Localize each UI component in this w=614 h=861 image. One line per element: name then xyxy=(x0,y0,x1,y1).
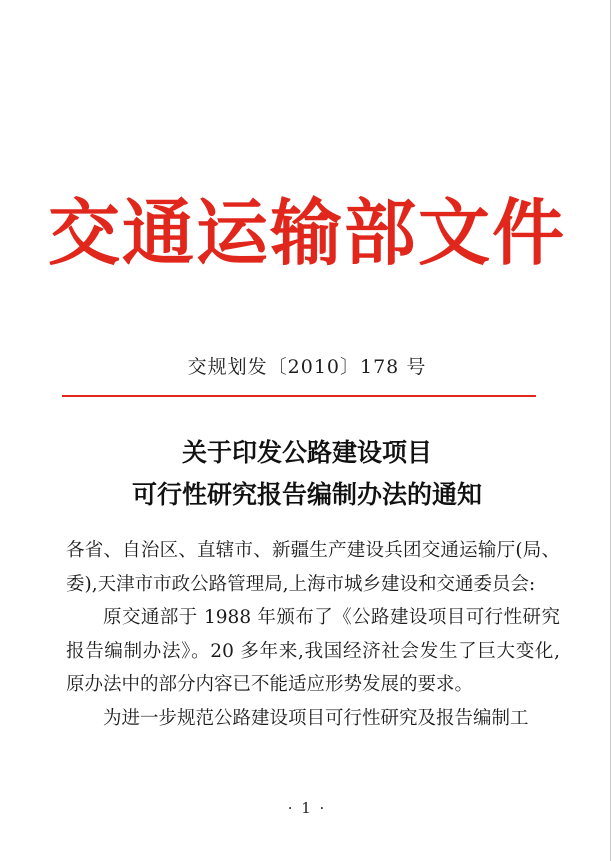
page-edge-line xyxy=(610,0,611,861)
document-title-line-2: 可行性研究报告编制办法的通知 xyxy=(131,480,482,509)
red-divider-rule xyxy=(62,395,536,397)
document-masthead: 交通运输部文件 xyxy=(47,191,566,275)
document-title-line-1: 关于印发公路建设项目 xyxy=(181,438,432,467)
body-paragraph-2: 为进一步规范公路建设项目可行性研究及报告编制工 xyxy=(103,707,529,729)
page-number: · 1 · xyxy=(287,799,327,817)
document-title xyxy=(0,432,614,516)
document-number: 交规划发〔2010〕178 号 xyxy=(187,356,427,378)
document-body xyxy=(66,534,560,735)
body-paragraph-1: 原交通部于 1988 年颁布了《公路建设项目可行性研究报告编制办法》。20 多年来,我国经济社会发生了巨大变化,原办法中的部分内容已不能适应形势发展的要求。 xyxy=(66,607,560,695)
addressee-paragraph: 各省、自治区、直辖市、新疆生产建设兵团交通运输厅(局、委),天津市市政公路管理局,上海市城乡建设和交通委员会: xyxy=(66,540,560,595)
